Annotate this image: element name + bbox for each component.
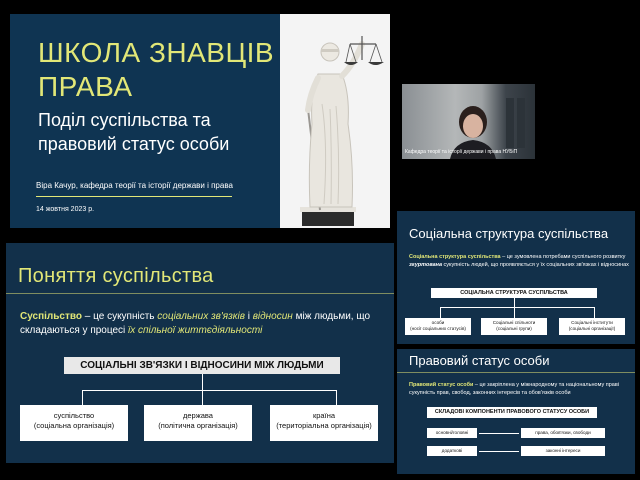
state-box-desc: (політична організація) <box>158 421 238 430</box>
diagram-connector <box>514 298 515 307</box>
webcam-feed[interactable] <box>402 84 535 159</box>
society-slide-title: Поняття суспільства <box>18 265 214 287</box>
diagram-connector <box>82 390 336 391</box>
society-def-text-3: між людьми, що складаються у процесі <box>20 311 371 336</box>
state-box <box>144 405 252 441</box>
status-diagram-header: СКЛАДОВІ КОМПОНЕНТИ ПРАВОВОГО СТАТУСУ ОСОБИ <box>427 407 597 418</box>
society-definition <box>20 310 380 338</box>
social-structure-slide <box>397 211 635 344</box>
communities-box-desc: (соціальні групи) <box>496 326 532 331</box>
persons-box <box>405 318 471 335</box>
webcam-caption: Кафедра теорії та історії держави і права НУБіП <box>405 149 518 155</box>
diagram-connector <box>440 307 441 318</box>
status-slide-title: Правовий статус особи <box>409 353 550 368</box>
structure-def-text-2: сукупність людей, що проявляється у їх соціальних зв'язках і відносинах <box>442 262 629 268</box>
diagram-connector <box>82 390 83 405</box>
status-def-text-1: – це закріплена у міжнародному та національному праві сукупність прав, свобод, законних інтересів та обов'язків особи <box>409 382 619 396</box>
country-box <box>270 405 378 441</box>
society-def-text-1: – це сукупність <box>82 311 158 322</box>
society-slide-divider <box>6 293 394 294</box>
communities-box-name: Соціальні спільноти <box>492 320 536 325</box>
title-slide <box>10 14 390 228</box>
status-term: Правовий статус особи <box>409 382 474 388</box>
title-slide-heading: ШКОЛА ЗНАВЦІВ ПРАВА <box>38 37 275 102</box>
status-main-box: основні/головні <box>427 428 477 438</box>
arrow-connector <box>479 433 519 434</box>
structure-definition <box>409 253 629 269</box>
society-def-text-2: і <box>244 311 253 322</box>
status-slide-divider <box>397 372 635 373</box>
society-concept-slide <box>6 243 394 463</box>
title-slide-date: 14 жовтня 2023 р. <box>36 206 95 213</box>
diagram-connector <box>594 307 595 318</box>
society-diagram-header: СОЦІАЛЬНІ ЗВ'ЯЗКИ І ВІДНОСИНИ МІЖ ЛЮДЬМИ <box>64 357 340 374</box>
society-box-desc: (соціальна організація) <box>33 421 115 430</box>
title-slide-author: Віра Качур, кафедра теорії та історії держави і права <box>36 181 233 190</box>
status-rights-box: права, обов'язки, свободи <box>521 428 605 438</box>
country-box-desc: (територіальна організація) <box>276 421 372 430</box>
country-box-name: країна <box>312 411 336 420</box>
diagram-connector <box>202 390 203 405</box>
persons-box-desc: (носії соціальних статусів) <box>410 326 466 331</box>
status-interests-box: законні інтереси <box>521 446 605 456</box>
arrow-connector <box>479 451 519 452</box>
institutions-box <box>559 318 625 335</box>
presenter-avatar-icon <box>402 84 535 159</box>
diagram-connector <box>440 307 594 308</box>
diagram-connector <box>336 390 337 405</box>
persons-box-name: особи <box>431 320 445 325</box>
society-def-em-2: відносин <box>252 311 293 322</box>
structure-slide-title: Соціальна структура суспільства <box>409 226 609 241</box>
communities-box <box>481 318 547 335</box>
themis-statue-icon <box>280 14 390 228</box>
legal-status-slide <box>397 349 635 474</box>
structure-def-text-1: – це зумовлена потребами суспільного розвитку <box>500 254 626 260</box>
title-slide-divider <box>36 196 232 197</box>
society-box <box>20 405 128 441</box>
status-definition <box>409 381 631 397</box>
society-term: Суспільство <box>20 311 82 322</box>
title-slide-subtitle: Поділ суспільства та правовий статус особи <box>38 110 230 154</box>
structure-diagram-header: СОЦІАЛЬНА СТРУКТУРА СУСПІЛЬСТВА <box>431 288 597 298</box>
institutions-box-desc: (соціальні організації) <box>568 326 616 331</box>
structure-def-em-1: згуртована <box>409 262 443 268</box>
structure-term: Соціальна структура суспільства <box>409 254 501 260</box>
themis-statue-image <box>280 14 390 228</box>
society-def-em-1: соціальних зв'язків <box>157 311 245 322</box>
institutions-box-name: Соціальні інститути <box>571 320 613 325</box>
society-def-em-3: їх спільної життєдіяльності <box>128 325 263 336</box>
diagram-connector <box>202 374 203 390</box>
status-additional-box: додаткові <box>427 446 477 456</box>
society-box-name: суспільство <box>53 411 95 420</box>
state-box-name: держава <box>183 411 213 420</box>
diagram-connector <box>514 307 515 318</box>
